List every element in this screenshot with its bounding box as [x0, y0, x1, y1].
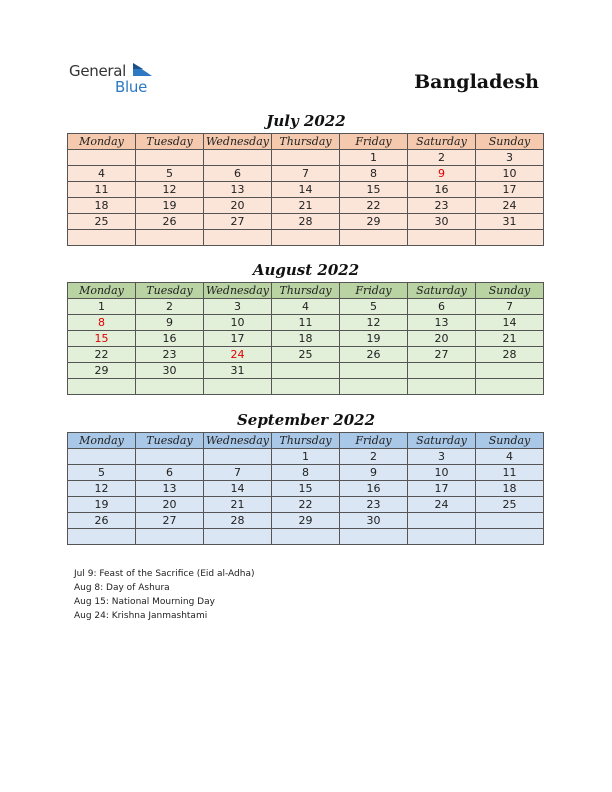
week-row [68, 198, 544, 214]
day-cell: 21 [272, 198, 340, 214]
day-cell: 11 [68, 182, 136, 198]
day-cell [408, 363, 476, 379]
day-cell: 18 [476, 481, 544, 497]
day-cell: 25 [476, 497, 544, 513]
day-cell: 29 [340, 214, 408, 230]
weekday-header: Saturday [408, 134, 476, 150]
generalblue-logo [69, 62, 159, 98]
day-cell: 16 [136, 331, 204, 347]
weekday-header: Friday [340, 134, 408, 150]
day-cell: 25 [272, 347, 340, 363]
day-cell: 2 [340, 449, 408, 465]
day-cell: 10 [408, 465, 476, 481]
day-cell: 17 [476, 182, 544, 198]
day-cell: 24 [408, 497, 476, 513]
week-row [68, 150, 544, 166]
month-title-september: September 2022 [236, 411, 376, 429]
day-cell: 26 [136, 214, 204, 230]
day-cell [204, 379, 272, 395]
day-cell: 30 [340, 513, 408, 529]
day-cell [340, 363, 408, 379]
weekday-header: Monday [68, 283, 136, 299]
logo-general-text: General [69, 62, 127, 80]
day-cell: 12 [136, 182, 204, 198]
day-cell [272, 363, 340, 379]
day-cell [476, 529, 544, 545]
day-cell: 28 [204, 513, 272, 529]
calendar-august [67, 282, 544, 395]
logo-blue-text: Blue [115, 78, 147, 96]
day-cell: 1 [272, 449, 340, 465]
week-row [68, 214, 544, 230]
day-cell: 17 [408, 481, 476, 497]
day-cell: 23 [408, 198, 476, 214]
week-row [68, 379, 544, 395]
day-cell: 6 [204, 166, 272, 182]
day-cell: 23 [136, 347, 204, 363]
day-cell [408, 230, 476, 246]
day-cell: 11 [272, 315, 340, 331]
day-cell: 22 [340, 198, 408, 214]
weekday-header: Monday [68, 134, 136, 150]
day-cell: 20 [408, 331, 476, 347]
day-cell: 25 [68, 214, 136, 230]
day-cell: 8 [340, 166, 408, 182]
weekday-header: Thursday [272, 134, 340, 150]
day-cell: 29 [68, 363, 136, 379]
week-row [68, 230, 544, 246]
day-cell [68, 230, 136, 246]
day-cell: 1 [340, 150, 408, 166]
day-cell: 31 [476, 214, 544, 230]
day-cell [272, 529, 340, 545]
day-cell: 21 [204, 497, 272, 513]
day-cell: 15 [272, 481, 340, 497]
day-cell: 4 [476, 449, 544, 465]
day-cell [204, 529, 272, 545]
day-cell: 19 [68, 497, 136, 513]
day-cell: 28 [476, 347, 544, 363]
day-cell [476, 363, 544, 379]
day-cell [340, 529, 408, 545]
week-row [68, 166, 544, 182]
weekday-header: Friday [340, 283, 408, 299]
day-cell: 5 [68, 465, 136, 481]
month-title-august: August 2022 [252, 261, 360, 279]
logo-flag-icon [133, 63, 153, 77]
week-row [68, 449, 544, 465]
weekday-header: Tuesday [136, 283, 204, 299]
day-cell [136, 449, 204, 465]
day-cell: 9 [136, 315, 204, 331]
day-cell: 7 [272, 166, 340, 182]
day-cell: 26 [340, 347, 408, 363]
day-cell [408, 513, 476, 529]
weekday-header: Tuesday [136, 134, 204, 150]
day-cell: 24 [476, 198, 544, 214]
holiday-note: Aug 15: National Mourning Day [74, 597, 215, 607]
day-cell [408, 379, 476, 395]
day-cell [136, 379, 204, 395]
weekday-header: Thursday [272, 433, 340, 449]
week-row [68, 481, 544, 497]
day-cell: 3 [408, 449, 476, 465]
day-cell: 11 [476, 465, 544, 481]
weekday-header: Sunday [476, 134, 544, 150]
holiday-list [74, 567, 255, 623]
day-cell: 13 [408, 315, 476, 331]
weekday-header: Saturday [408, 433, 476, 449]
day-cell: 9 [340, 465, 408, 481]
day-cell [340, 230, 408, 246]
day-cell: 8 [272, 465, 340, 481]
day-cell: 18 [272, 331, 340, 347]
day-cell: 5 [136, 166, 204, 182]
day-cell [476, 230, 544, 246]
day-cell: 16 [340, 481, 408, 497]
holiday-day-cell: 15 [68, 331, 136, 347]
day-cell: 13 [136, 481, 204, 497]
day-cell: 30 [408, 214, 476, 230]
day-cell: 14 [204, 481, 272, 497]
weekday-header: Wednesday [204, 134, 272, 150]
day-cell: 10 [204, 315, 272, 331]
weekday-header: Friday [340, 433, 408, 449]
holiday-day-cell: 24 [204, 347, 272, 363]
weekday-header: Sunday [476, 433, 544, 449]
day-cell: 2 [136, 299, 204, 315]
day-cell [68, 379, 136, 395]
day-cell: 14 [476, 315, 544, 331]
day-cell: 23 [340, 497, 408, 513]
holiday-note: Aug 8: Day of Ashura [74, 583, 170, 593]
weekday-header: Tuesday [136, 433, 204, 449]
week-row [68, 497, 544, 513]
day-cell [68, 529, 136, 545]
weekday-header: Saturday [408, 283, 476, 299]
day-cell: 27 [204, 214, 272, 230]
day-cell [272, 230, 340, 246]
day-cell: 29 [272, 513, 340, 529]
calendar-july [67, 133, 544, 246]
week-row [68, 315, 544, 331]
week-row [68, 299, 544, 315]
week-row [68, 331, 544, 347]
day-cell: 27 [136, 513, 204, 529]
day-cell: 27 [408, 347, 476, 363]
day-cell [408, 529, 476, 545]
day-cell: 19 [340, 331, 408, 347]
week-row [68, 347, 544, 363]
day-cell [136, 230, 204, 246]
day-cell [272, 150, 340, 166]
day-cell: 31 [204, 363, 272, 379]
day-cell: 28 [272, 214, 340, 230]
holiday-day-cell: 9 [408, 166, 476, 182]
day-cell [68, 449, 136, 465]
day-cell [204, 230, 272, 246]
week-row [68, 513, 544, 529]
week-row [68, 465, 544, 481]
day-cell: 2 [408, 150, 476, 166]
day-cell: 16 [408, 182, 476, 198]
day-cell: 15 [340, 182, 408, 198]
weekday-header: Monday [68, 433, 136, 449]
day-cell: 7 [204, 465, 272, 481]
day-cell [204, 449, 272, 465]
day-cell [136, 529, 204, 545]
day-cell: 10 [476, 166, 544, 182]
day-cell: 22 [68, 347, 136, 363]
day-cell: 22 [272, 497, 340, 513]
day-cell: 12 [340, 315, 408, 331]
holiday-note: Aug 24: Krishna Janmashtami [74, 611, 208, 621]
day-cell: 21 [476, 331, 544, 347]
day-cell: 3 [204, 299, 272, 315]
holiday-note: Jul 9: Feast of the Sacrifice (Eid al-Adha) [74, 569, 255, 579]
day-cell [68, 150, 136, 166]
day-cell: 18 [68, 198, 136, 214]
day-cell [272, 379, 340, 395]
week-row [68, 363, 544, 379]
day-cell: 1 [68, 299, 136, 315]
day-cell [340, 379, 408, 395]
week-row [68, 182, 544, 198]
day-cell [476, 513, 544, 529]
holiday-day-cell: 8 [68, 315, 136, 331]
day-cell: 20 [136, 497, 204, 513]
week-row [68, 529, 544, 545]
country-title: Bangladesh [414, 71, 539, 93]
day-cell: 4 [272, 299, 340, 315]
day-cell: 3 [476, 150, 544, 166]
day-cell: 19 [136, 198, 204, 214]
day-cell [476, 379, 544, 395]
day-cell: 20 [204, 198, 272, 214]
day-cell [204, 150, 272, 166]
calendar-september [67, 432, 544, 545]
day-cell: 14 [272, 182, 340, 198]
day-cell: 26 [68, 513, 136, 529]
weekday-header: Wednesday [204, 283, 272, 299]
weekday-header: Sunday [476, 283, 544, 299]
day-cell: 4 [68, 166, 136, 182]
weekday-header: Wednesday [204, 433, 272, 449]
day-cell: 5 [340, 299, 408, 315]
day-cell: 7 [476, 299, 544, 315]
day-cell: 13 [204, 182, 272, 198]
day-cell: 30 [136, 363, 204, 379]
month-title-july: July 2022 [266, 112, 346, 130]
day-cell: 6 [136, 465, 204, 481]
day-cell: 6 [408, 299, 476, 315]
weekday-header: Thursday [272, 283, 340, 299]
day-cell: 17 [204, 331, 272, 347]
day-cell: 12 [68, 481, 136, 497]
day-cell [136, 150, 204, 166]
